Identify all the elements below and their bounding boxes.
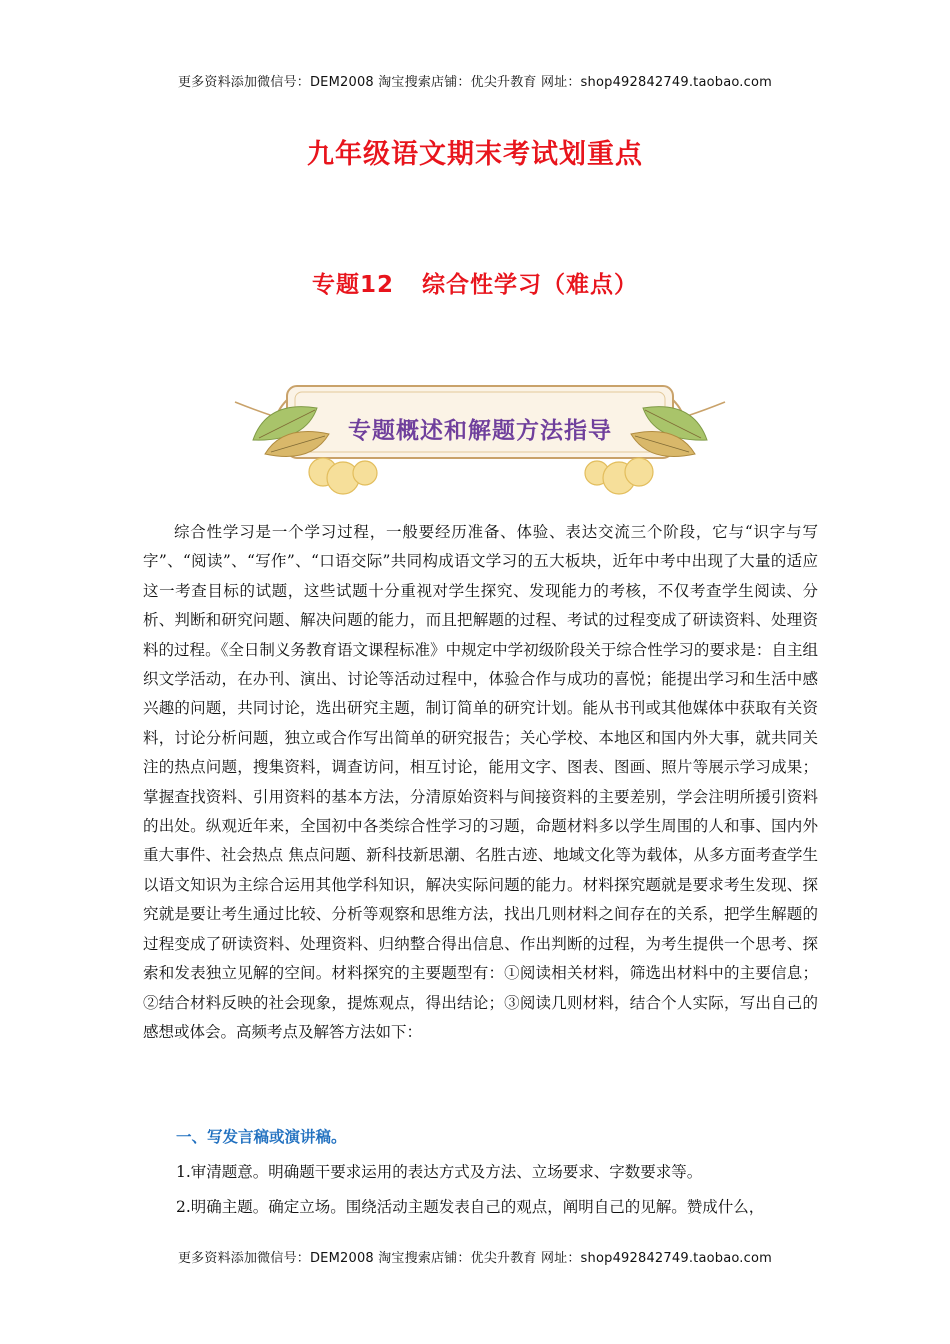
page-footer: 更多资料添加微信号：DEM2008 淘宝搜索店铺：优尖升教育 网址：shop492842749.taobao.com	[177, 1251, 773, 1266]
document-title: 九年级语文期末考试划重点	[307, 139, 643, 170]
topic-name: 综合性学习（难点）	[422, 272, 638, 298]
topic-subtitle	[0, 266, 950, 299]
list-item: 2.明确主题。确定立场。围绕活动主题发表自己的观点，阐明自己的见解。赞成什么，	[176, 1198, 765, 1216]
section-heading: 一、写发言稿或演讲稿。	[176, 1128, 347, 1146]
overview-text	[143, 518, 818, 1047]
overview-paragraph: 综合性学习是一个学习过程，一般要经历准备、体验、表达交流三个阶段，它与“识字与写字”、“阅读”、“写作”、“口语交际”共同构成语文学习的五大板块，近年中考中出现了大量的适应这一考查目标的试题，这些试题十分重视对学生探究、发现能力的考核，不仅考查学生阅读、分析、判断和研究问题、解决问题的能力，而且把解题的过程、考试的过程变成了研读资料、处理资料的过程。《全日制义务教育语文课程标准》中规定中学初级阶段关于综合性学习的要求是：自主组织文学活动，在办刊、演出、讨论等活动过程中，体验合作与成功的喜悦；能提出学习和生活中感兴趣的问题，共同讨论，选出研究主题，制订简单的研究计划。能从书刊或其他媒体中获取有关资料，讨论分析问题，独立或合作写出简单的研究报告；关心学校、本地区和国内外大事，就共同关注的热点问题，搜集资料，调查访问，相互讨论，能用文字、图表、图画、照片等展示学习成果；掌握查找资料、引用资料的基本方法，分清原始资料与间接资料的主要差别，学会注明所援引资料的出处。纵观近年来，全国初中各类综合性学习的习题，命题材料多以学生周围的人和事、国内外重大事件、社会热点 焦点问题、新科技新思潮、名胜古迹、地域文化等为载体，从多方面考查学生以语文知识为主综合运用其他学科知识，解决实际问题的能力。材料探究题就是要求考生发现、探究就是要让考生通过比较、分析等观察和思维方法，找出几则材料之间存在的关系，把学生解题的过程变成了研读资料、处理资料、归纳整合得出信息、作出判断的过程，为考生提供一个思考、探索和发表独立见解的空间。材料探究的主要题型有：①阅读相关材料，筛选出材料中的主要信息；②结合材料反映的社会现象，提炼观点，得出结论；③阅读几则材料，结合个人实际，写出自己的感想或体会。高频考点及解答方法如下：	[143, 523, 818, 1041]
list-item: 1.审清题意。明确题干要求运用的表达方式及方法、立场要求、字数要求等。	[176, 1163, 703, 1181]
page-header: 更多资料添加微信号：DEM2008 淘宝搜索店铺：优尖升教育 网址：shop492842749.taobao.com	[177, 75, 773, 90]
cloud-icon	[309, 458, 653, 494]
topic-number: 专题12	[311, 272, 394, 298]
banner-title: 专题概述和解题方法指导	[348, 418, 612, 444]
